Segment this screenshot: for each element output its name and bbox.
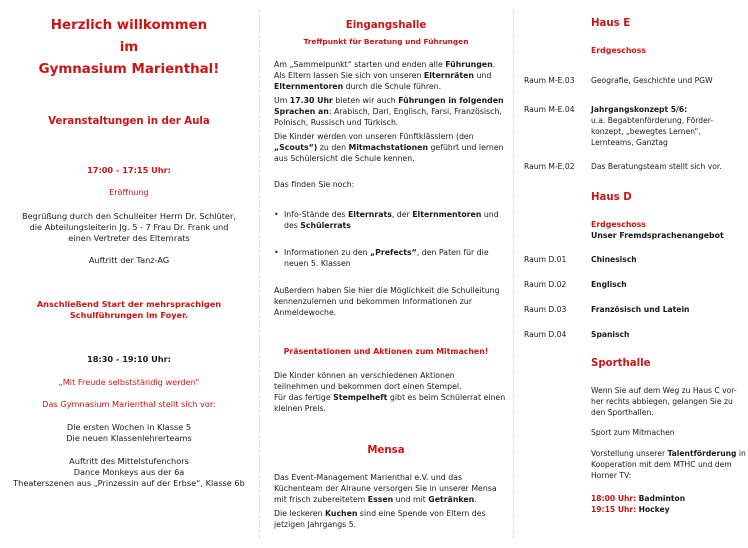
mensa-line-2: Küchenteam der Alraune versorgen Sie in unserer Mensa [274,484,497,493]
talent-line-2: Kooperation mit dem MTHC und dem [591,460,732,469]
shows-line-3: Theaterszenen aus „Prinzessin auf der Erbse“, Klasse 6b [13,478,245,488]
intro-line-5: Sprachen an: Arabisch, Dari, Englisch, Farsi, Französisch, [274,107,502,116]
room-desc: Englisch [591,280,627,289]
aula-heading: Veranstaltungen in der Aula [48,116,210,127]
actions-line-1: Die Kinder können an verschiedenen Aktionen [274,371,455,380]
intro-line-9: aus Schülersicht die Schule kennen. [274,154,415,163]
presents-line: Das Gymnasium Marienthal stellt sich vor: [42,399,216,409]
hall-subheading: Treffpunkt für Beratung und Führungen [303,37,469,46]
actions-heading: Präsentationen und Aktionen zum Mitmachen! [283,347,489,356]
talent-line-1: Vorstellung unserer Talentförderung in [591,449,746,458]
intro-line-1: Am „Sammelpunkt“ starten und enden alle Führungen. [274,60,496,69]
shows-line-1: Auftritt des Mittelstufenchors [69,456,189,466]
room-desc: konzept, „bewegtes Lernen“, [591,127,701,136]
house-e-heading: Haus E [591,18,631,29]
room-label: Raum D.03 [524,305,567,314]
room-label: Raum D.02 [524,280,567,289]
welcome-line-2: im [119,40,139,55]
intro-line-7: Die Kinder werden von unseren Fünftklässlern (den [274,132,474,141]
room-desc: Lernteams, Ganztag [591,138,668,147]
greeting-line-2: die Abteilungsleiterin Jg. 5 - 7 Frau Dr. Frank und [29,222,229,232]
also-line-1: Außerdem haben Sie hier die Möglichkeit die Schulleitung [274,286,500,295]
mensa-line-4: Die leckeren Kuchen sind eine Spende von Eltern des [274,509,486,518]
also-line-3: Anmeldewoche. [274,308,337,317]
intro-line-8: „Scouts“) zu den Mitmachstationen geführt und lernen [274,143,504,152]
column-eingangshalle: Eingangshalle Treffpunkt für Beratung und Führungen Am „Sammelpunkt“ starten und enden alle Führungen. Als Eltern lassen Sie sich von unseren Elternräten und Elternmentoren durch die Schule führen. Um 17.30 Uhr bieten wir auch Führungen in folgenden Sprachen an: Arabisch, Dari, Englisch, Farsi, Französisch, Polnisch, Russisch und Türkisch. Die Kinder werden von unseren Fünftklässlern (den „Scouts“) zu den Mitmachstationen geführt und lernen aus Schülersicht die Schule kennen. Das finden Sie noch: • Info-Stände des Elternrats, der Elternmentoren und des Schülerrats • Informationen zu den „Prefects“, den Paten für die neuen 5. Klassen Außerdem haben Sie hier die Möglichkeit die Schulleitung kennenzulernen und bekommen Informationen zur Anmeldewoche. Präsentationen und Aktionen zum Mitmachen! Die Kinder können an verschiedenen Aktionen teilnehmen und bekommen dort einen Stempel. Für das fertige Stempelheft gibt es beim Schülerrat einen kleinen Preis. Mensa Das Event-Management Marienthal e.V. und das Küchenteam der Alraune versorgen Sie in unserer Mensa mit frisch zubereitetem Essen und mit Getränken. Die leckeren Kuchen sind eine Spende von Eltern des jetzigen Jahrgangs 5. [262,0,510,548]
schedule-row: 18:00 Uhr: Badminton [591,494,686,503]
intro-line-6: Polnisch, Russisch und Türkisch. [274,118,399,127]
greeting-line-1: Begrüßung durch den Schulleiter Herrn Dr. Schlüter, [22,211,236,221]
gym-text-1: Wenn Sie auf dem Weg zu Haus C vor- [591,386,737,395]
house-d-heading: Haus D [591,192,632,203]
motto: „Mit Freude selbstständig werden“ [58,377,200,387]
mensa-line-1: Das Event-Management Marienthal e.V. und das [274,473,463,482]
welcome-line-1: Herzlich willkommen [50,18,208,33]
actions-line-3: Für das fertige Stempelheft gibt es beim Schülerrat einen [274,393,506,402]
mensa-line-5: jetzigen Jahrgangs 5. [274,520,357,529]
room-desc: Chinesisch [591,255,637,264]
first-weeks-line-1: Die ersten Wochen in Klasse 5 [66,422,192,432]
gym-text-3: den Sporthallen. [591,408,654,417]
opening-label: Eröffnung [109,187,149,197]
room-desc: u.a. Begabtenförderung, Förder- [591,116,714,125]
tours-line-2: Schulführungen im Foyer. [69,310,189,320]
actions-line-2: teilnehmen und bekommen dort einen Stempel. [274,382,462,391]
bullet-dot-icon: • [274,248,279,257]
shows-line-2: Dance Monkeys aus der 6a [73,467,185,477]
intro-line-2: Als Eltern lassen Sie sich von unseren Elternräten und [274,71,492,80]
column-houses [516,0,748,548]
welcome-line-3: Gymnasium Marienthal! [38,62,220,77]
house-d-floor: Erdgeschoss [591,220,647,229]
gym-heading: Sporthalle [591,358,651,369]
room-label: Raum D.04 [524,330,567,339]
find-label: Das finden Sie noch: [274,180,355,189]
room-label: Raum M-E.02 [524,162,575,171]
schedule-row: 19:15 Uhr: Hockey [591,505,670,514]
house-e-floor: Erdgeschoss [591,46,647,55]
intro-line-3: Elternmentoren durch die Schule führen. [274,82,442,91]
time-slot-2: 18:30 - 19:10 Uhr: [87,354,171,364]
column-aula [0,0,258,548]
room-desc: Geografie, Geschichte und PGW [591,76,713,85]
room-desc: Spanisch [591,330,630,339]
mensa-heading: Mensa [367,445,405,456]
talent-line-3: Horner TV: [591,471,632,480]
room-label: Raum M-E.04 [524,105,575,114]
tours-line-1: Anschließend Start der mehrsprachigen [36,299,222,309]
column-divider-1 [259,10,260,538]
room-label: Raum M-E.03 [524,76,575,85]
actions-line-4: kleinen Preis. [274,404,326,413]
bullet-dot-icon: • [274,210,279,219]
also-line-2: kennenzulernen und bekommen Informationen zur [274,297,472,306]
mensa-line-3: mit frisch zubereitetem Essen und mit Getränken. [274,495,477,504]
room-desc: Jahrgangskonzept 5/6: [591,105,688,114]
first-weeks-line-2: Die neuen Klassenlehrerteams [66,433,192,443]
time-slot-1: 17:00 - 17:15 Uhr: [87,165,171,175]
sport-label: Sport zum Mitmachen [591,428,675,437]
room-label: Raum D.01 [524,255,567,264]
gym-text-2: her rechts abbiegen, gelangen Sie zu [591,397,733,406]
room-desc: Französisch und Latein [591,305,690,314]
column-divider-2 [513,10,514,538]
intro-line-4: Um 17.30 Uhr bieten wir auch Führungen in folgenden [274,96,504,105]
hall-heading: Eingangshalle [345,20,427,31]
dance-ag: Auftritt der Tanz-AG [88,255,170,265]
room-desc: Das Beratungsteam stellt sich vor. [591,162,722,171]
greeting-line-3: einen Vertreter des Elternrats [68,233,190,243]
language-offer: Unser Fremdsprachenangebot [591,231,724,240]
